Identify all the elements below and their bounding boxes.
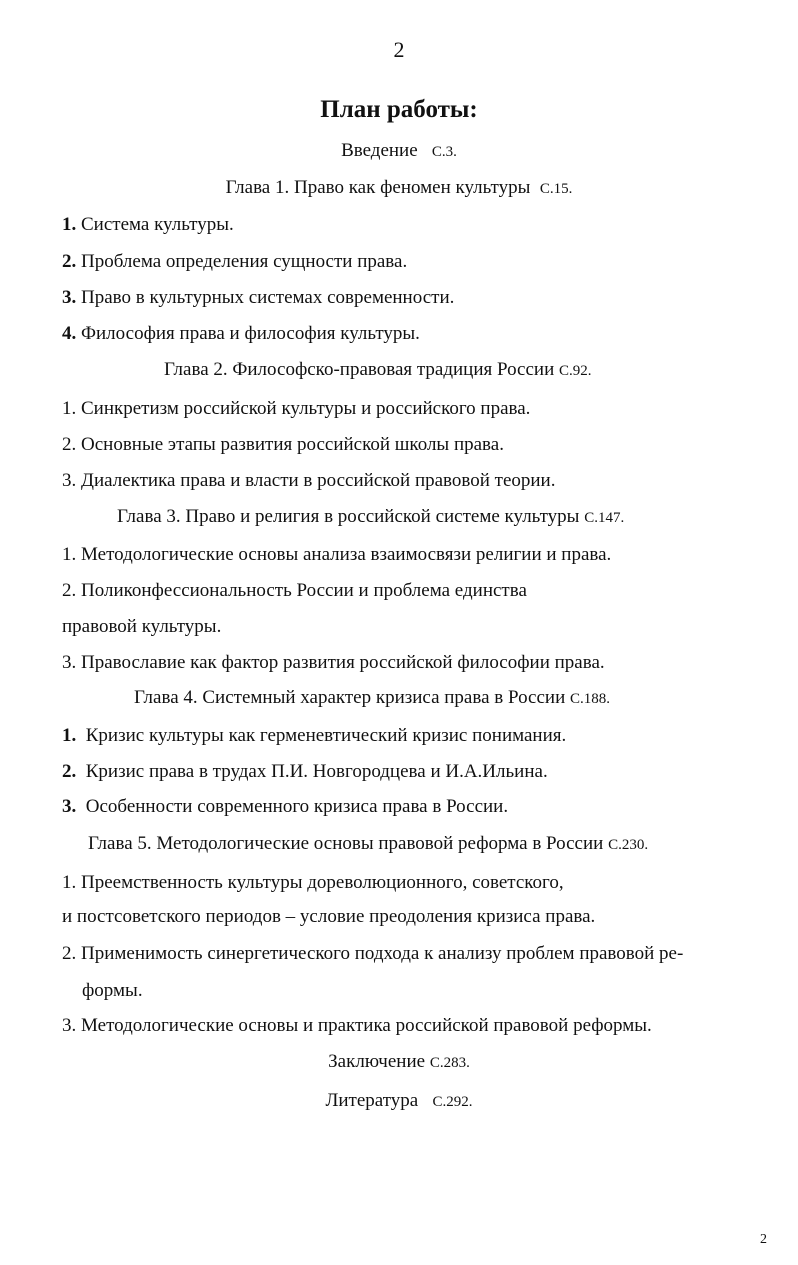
page-number-footer: 2	[760, 1232, 767, 1247]
chapter-4-item-3	[62, 795, 508, 819]
item-number: 1.	[62, 725, 77, 746]
chapter-heading-text: Глава 5. Методологические основы правовой реформа в России	[88, 833, 604, 854]
item-number: 1.	[62, 214, 77, 235]
toc-literature-label: Литература	[325, 1090, 419, 1111]
chapter-3-item-3: 3. Православие как фактор развития российской философии права.	[62, 652, 605, 673]
item-text: Право в культурных системах современности.	[81, 287, 455, 308]
item-text: Кризис культуры как герменевтический кризис понимания.	[85, 725, 567, 746]
item-number: 2.	[62, 761, 77, 782]
chapter-page: С.147.	[584, 510, 625, 526]
chapter-2-item-2: 2. Основные этапы развития российской школы права.	[62, 434, 504, 455]
toc-conclusion	[0, 1050, 798, 1075]
item-number: 4.	[62, 323, 77, 344]
chapter-5-heading	[88, 832, 648, 857]
chapter-4-item-1	[62, 724, 566, 748]
chapter-1-item-1	[62, 213, 234, 237]
chapter-1-heading	[0, 176, 798, 201]
chapter-1-item-3	[62, 286, 454, 310]
chapter-2-item-1: 1. Синкретизм российской культуры и российского права.	[62, 398, 531, 419]
chapter-heading-text: Глава 1. Право как феномен культуры	[225, 177, 531, 198]
item-number: 3.	[62, 287, 77, 308]
toc-literature	[0, 1089, 798, 1114]
chapter-1-item-2	[62, 250, 407, 274]
item-number: 2.	[62, 251, 77, 272]
chapter-3-item-2: 2. Поликонфессиональность России и проблема единства	[62, 580, 527, 601]
page-title: План работы:	[320, 96, 478, 123]
toc-conclusion-page: С.283.	[429, 1055, 470, 1071]
chapter-page: С.92.	[559, 363, 592, 379]
page-number-top: 2	[393, 37, 405, 62]
chapter-3-item-2-cont: правовой культуры.	[62, 616, 222, 637]
toc-literature-page: С.292.	[432, 1094, 473, 1110]
chapter-1-item-4	[62, 322, 420, 346]
chapter-2-item-3: 3. Диалектика права и власти в российской правовой теории.	[62, 470, 556, 491]
item-text: Особенности современного кризиса права в России.	[85, 796, 509, 817]
item-text: Кризис права в трудах П.И. Новгородцева и И.А.Ильина.	[85, 761, 548, 782]
toc-intro	[0, 139, 798, 164]
chapter-3-heading	[117, 505, 624, 530]
item-text: Проблема определения сущности права.	[81, 251, 408, 272]
chapter-5-item-2-cont: формы.	[82, 980, 143, 1001]
chapter-5-item-3: 3. Методологические основы и практика российской правовой реформы.	[62, 1015, 652, 1036]
chapter-heading-text: Глава 4. Системный характер кризиса права в России	[134, 687, 566, 708]
chapter-page: С.230.	[608, 837, 649, 853]
item-text: Философия права и философия культуры.	[81, 323, 420, 344]
chapter-page: С.188.	[570, 691, 611, 707]
chapter-4-item-2	[62, 760, 548, 784]
chapter-5-item-2: 2. Применимость синергетического подхода к анализу проблем правовой ре-	[62, 943, 684, 964]
toc-intro-page: С.3.	[431, 144, 457, 160]
item-number: 3.	[62, 796, 77, 817]
chapter-3-item-1: 1. Методологические основы анализа взаимосвязи религии и права.	[62, 544, 612, 565]
chapter-2-heading	[164, 358, 592, 383]
chapter-4-heading	[134, 686, 610, 711]
toc-conclusion-label: Заключение	[328, 1051, 426, 1072]
chapter-page: С.15.	[539, 181, 573, 197]
chapter-5-item-1: 1. Преемственность культуры дореволюционного, советского,	[62, 872, 564, 893]
chapter-5-item-1-cont: и постсоветского периодов – условие преодоления кризиса права.	[62, 906, 596, 927]
chapter-heading-text: Глава 3. Право и религия в российской системе культуры	[117, 506, 580, 527]
chapter-heading-text: Глава 2. Философско-правовая традиция России	[164, 359, 555, 380]
item-text: Система культуры.	[81, 214, 234, 235]
toc-intro-label: Введение	[341, 140, 418, 161]
